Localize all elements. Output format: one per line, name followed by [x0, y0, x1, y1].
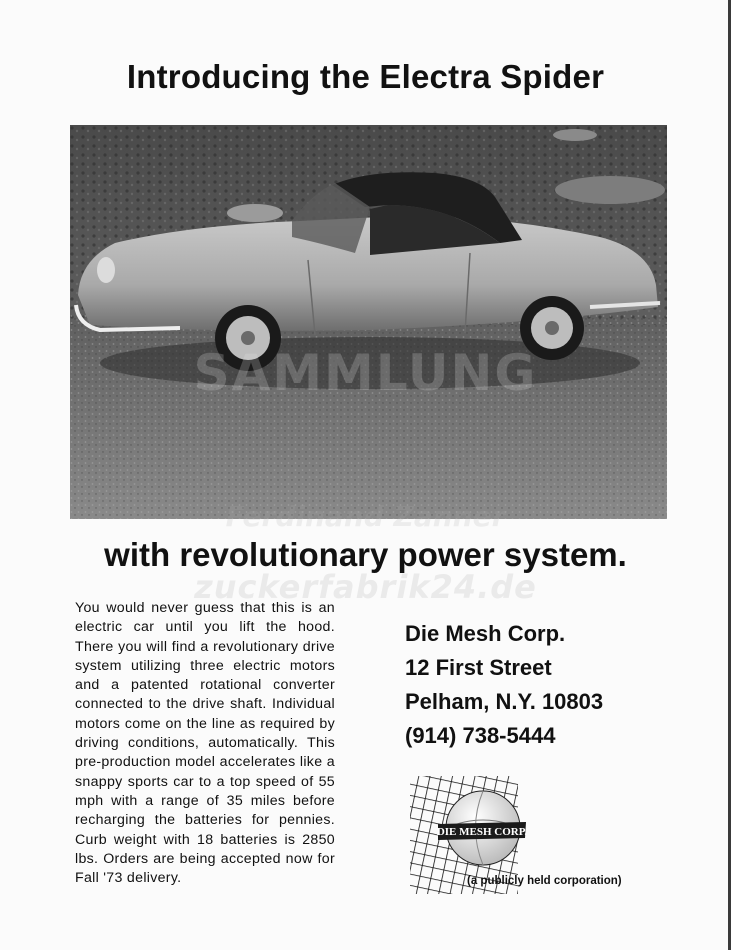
tagline: (a publicly held corporation): [467, 875, 622, 887]
headline: Introducing the Electra Spider: [126, 58, 605, 95]
company-name: Die Mesh Corp.: [405, 621, 566, 646]
street-address: 12 First Street: [405, 655, 552, 680]
watermark-line-3: zuckerfabrik24.de: [194, 568, 537, 606]
company-address: [405, 617, 705, 753]
subheadline: with revolutionary power system.: [104, 536, 627, 573]
watermark-line-1: SAMMLUNG: [193, 344, 538, 402]
body-copy: You would never guess that this is an electric car until you lift the hood. There you will find a revolutionary drive system utilizing three electric motors and a patented rotational converter connected to the drive shaft. Individual motors come on the line as required by driving conditions, automatically. This pre-production model accelerates like a snappy sports car to a top speed of 55 mph with a range of 35 miles before recharging the batteries for pennies. Curb weight with 18 batteries is 2850 lbs. Orders are being accepted now for Fall '73 delivery.: [75, 600, 335, 887]
city-state-zip: Pelham, N.Y. 10803: [405, 689, 604, 714]
car-photo: [70, 125, 667, 519]
phone-number: (914) 738-5444: [405, 723, 556, 748]
logo-text: DIE MESH CORP.: [436, 826, 528, 838]
